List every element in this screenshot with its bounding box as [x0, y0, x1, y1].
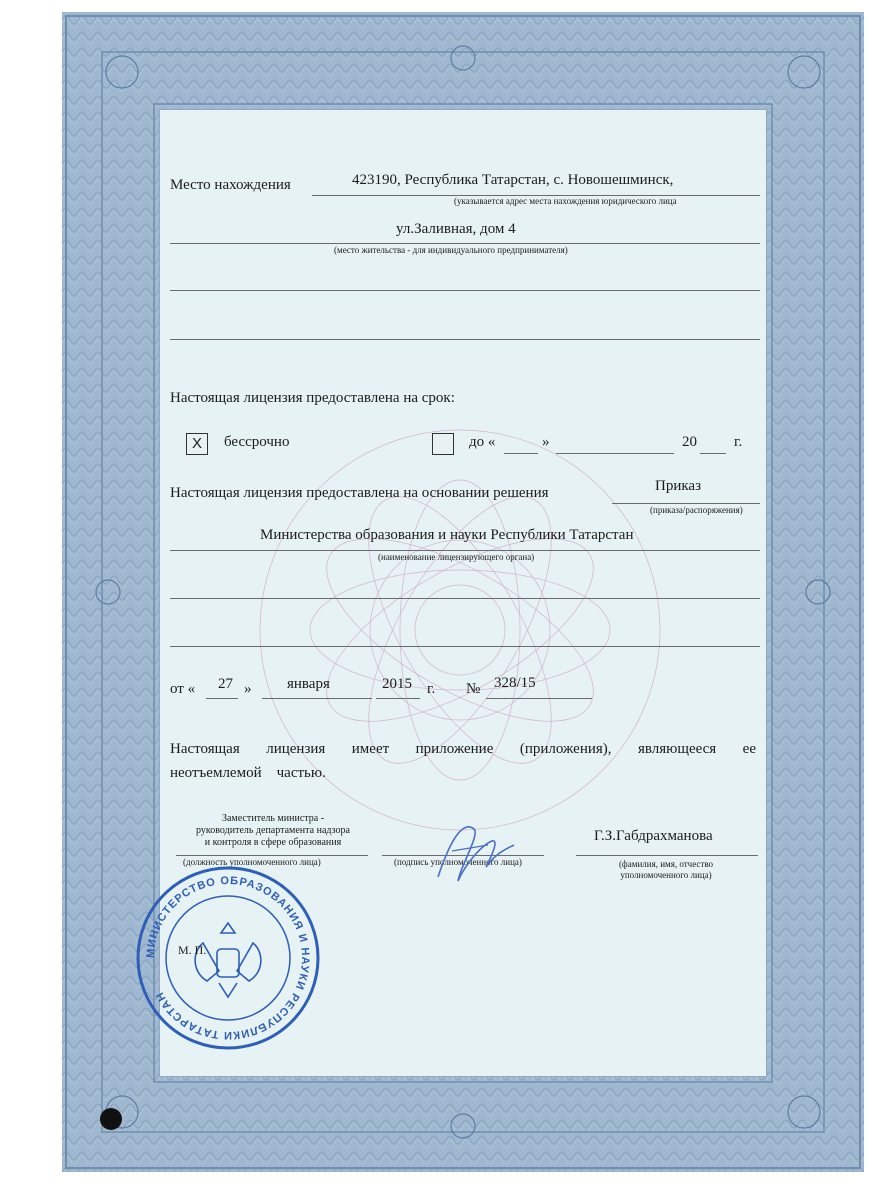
- appendix-line-2: неотъемлемой частью.: [170, 765, 326, 781]
- term-until-year-line: [700, 453, 726, 454]
- basis-label: Настоящая лицензия предоставлена на основании решения: [170, 485, 549, 501]
- appendix-word: являющееся: [638, 741, 717, 757]
- date-year-line: [376, 698, 420, 699]
- blank-line-1: [170, 290, 760, 291]
- appendix-word: имеет: [351, 741, 390, 757]
- mp-label: М. П.: [178, 943, 207, 957]
- basis-authority: Министерства образования и науки Республики Татарстан: [260, 527, 634, 543]
- authority-line: [170, 550, 760, 551]
- appendix-word: (приложения),: [519, 741, 612, 757]
- term-until-month-line: [556, 453, 674, 454]
- location-label: Место нахождения: [170, 177, 291, 193]
- blank-line-4: [170, 646, 760, 647]
- date-close: »: [244, 681, 252, 697]
- term-until-close: »: [542, 434, 550, 450]
- blank-line-2: [170, 339, 760, 340]
- official-seal: [133, 863, 323, 1053]
- term-until-year: 20: [682, 434, 697, 450]
- address-hint-1: (указывается адрес места нахождения юридического лица: [454, 196, 677, 206]
- official-position-line: и контроля в сфере образования: [204, 837, 342, 848]
- term-unlimited-label: бессрочно: [224, 434, 290, 450]
- signature-image: [430, 815, 520, 895]
- date-day-line: [206, 698, 238, 699]
- number-sign: №: [466, 681, 481, 697]
- address-text-1: 423190, Республика Татарстан, с. Новошешминск,: [352, 172, 674, 188]
- seal-text: МИНИСТЕРСТВО ОБРАЗОВАНИЯ И НАУКИ РЕСПУБЛИКИ ТАТАРСТАН: [144, 874, 312, 1042]
- term-unlimited-checkbox[interactable]: X: [186, 433, 208, 455]
- official-position-hint: (должность уполномоченного лица): [183, 857, 321, 867]
- date-year-suffix: г.: [427, 681, 436, 697]
- position-line: [176, 855, 368, 856]
- appendix-word: Настоящая: [170, 741, 240, 757]
- number-line: [486, 698, 592, 699]
- name-line: [576, 855, 758, 856]
- official-name: Г.З.Габдрахманова: [594, 828, 713, 844]
- official-position: [170, 813, 376, 849]
- appendix-word: лицензия: [266, 741, 326, 757]
- date-month-line: [262, 698, 372, 699]
- address-text-2: ул.Заливная, дом 4: [396, 221, 516, 237]
- date-prefix: от «: [170, 681, 196, 697]
- address-hint-2: (место жительства - для индивидуального предпринимателя): [334, 245, 568, 255]
- term-until-checkbox[interactable]: [432, 433, 454, 455]
- basis-doc: Приказ: [655, 478, 702, 494]
- date-day: 27: [218, 676, 233, 692]
- punch-hole: [100, 1108, 122, 1130]
- term-until-year-suffix: г.: [734, 434, 743, 450]
- appendix-line-1: [170, 741, 756, 758]
- official-position-line: Заместитель министра -: [221, 813, 325, 824]
- date-month: января: [287, 676, 330, 692]
- signature-hint: (подпись уполномоченного лица): [394, 857, 522, 867]
- official-name-hint-line: (фамилия, имя, отчество: [618, 859, 714, 869]
- basis-doc-line: [612, 503, 760, 504]
- address-line-2: [170, 243, 760, 244]
- term-until-day-line: [504, 453, 538, 454]
- eagle-emblem-icon: [195, 923, 261, 997]
- appendix-word: ее: [742, 741, 756, 757]
- appendix-word: приложение: [415, 741, 494, 757]
- official-name-hint: [596, 859, 736, 881]
- number-value: 328/15: [494, 675, 536, 691]
- basis-authority-hint: (наименование лицензирующего органа): [378, 552, 535, 562]
- term-until-prefix: до «: [469, 434, 496, 450]
- date-year: 2015: [382, 676, 412, 692]
- official-position-line: руководитель департамента надзора: [196, 825, 350, 836]
- basis-doc-hint: (приказа/распоряжения): [650, 505, 743, 515]
- term-label: Настоящая лицензия предоставлена на срок:: [170, 390, 455, 406]
- official-name-hint-line: уполномоченного лица): [620, 870, 712, 880]
- blank-line-3: [170, 598, 760, 599]
